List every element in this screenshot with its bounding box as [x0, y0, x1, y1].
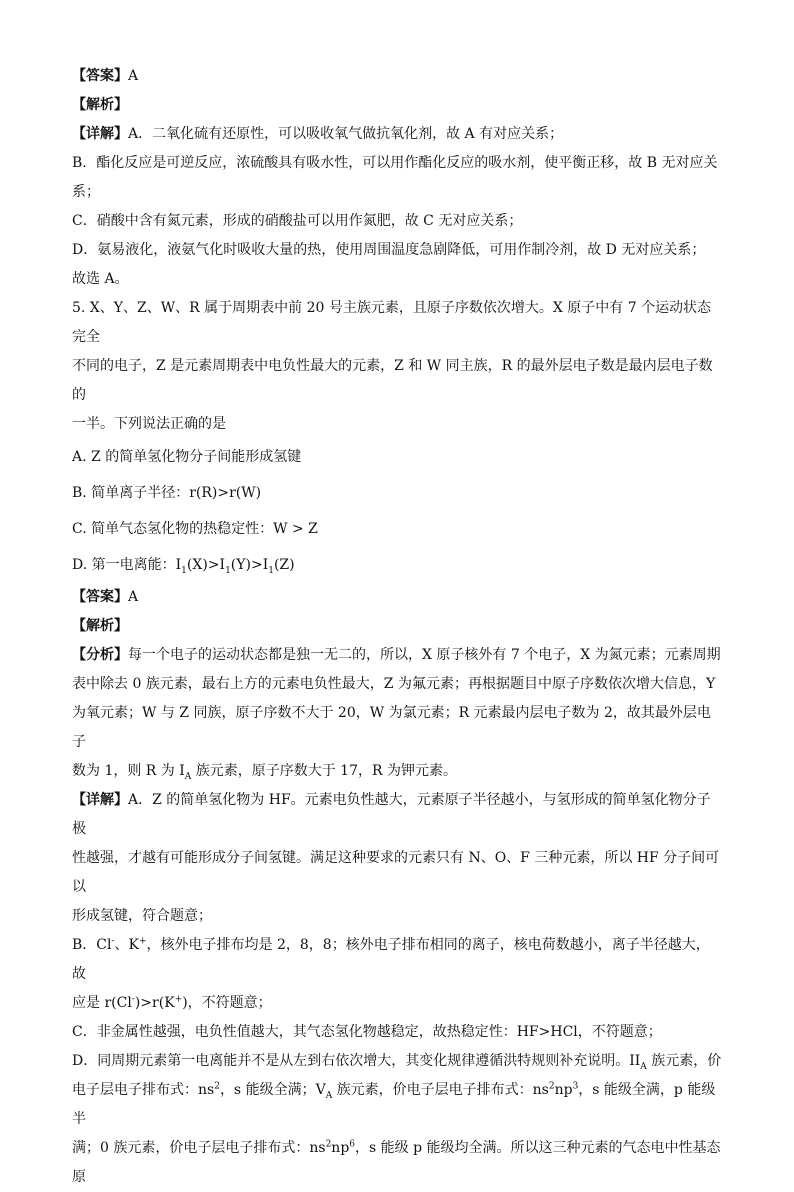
question-5-line-3: 一半。下列说法正确的是 [72, 416, 226, 432]
option-d-label: D. 第一电离能： [72, 557, 176, 573]
analysis-heading-1 [72, 91, 722, 120]
ionization-symbol: I [175, 557, 182, 573]
option-d [72, 547, 722, 583]
analysis-tag: 【解析】 [72, 97, 128, 113]
ionization-symbol: I [219, 557, 226, 573]
detail-text: np [331, 1140, 350, 1156]
ionization-x: (X)> [186, 557, 220, 573]
detail-a-2-line-1 [72, 786, 722, 844]
detail-text: )>r(K [134, 995, 175, 1011]
detail-a-2-line-3: 形成氢键，符合题意； [72, 908, 212, 924]
detail-a-1 [72, 120, 722, 149]
charge-superscript: - [111, 936, 115, 947]
detail-d-2-line-2 [72, 1076, 722, 1134]
detail-b-2-line-2 [72, 989, 722, 1018]
group-subscript: A [184, 771, 192, 782]
exponent-superscript: 2 [548, 1081, 555, 1092]
detail-text: np [554, 1082, 573, 1098]
detail-d-1: D．氨易液化，液氨气化时吸收大量的热，使用周围温度急剧降低，可用作制冷剂，故 D 无对应关系； [72, 242, 706, 258]
option-d-expr [175, 557, 295, 576]
answer-line-2 [72, 583, 722, 612]
detail-text: 族元素，价电子层电子排布式：ns [332, 1082, 549, 1098]
detail-text: 族元素，价 [646, 1053, 722, 1069]
fenxi-line-4 [72, 757, 722, 786]
detail-text: D．同周期元素第一电离能并不是从左到右依次增大，其变化规律遵循洪特规则补充说明。II [72, 1053, 641, 1069]
detail-text: ，s 能级全满，p 能级半 [72, 1082, 716, 1127]
detail-c-1: C．硝酸中含有氮元素，形成的硝酸盐可以用作氮肥，故 C 无对应关系； [72, 213, 523, 229]
detail-text: 应是 r(Cl [72, 995, 132, 1011]
detail-b-1: B．酯化反应是可逆反应，浓硫酸具有吸水性，可以用作酯化反应的吸水剂，使平衡正移，故 B 无对应关 [72, 155, 718, 171]
ionization-z: (Z) [273, 557, 295, 573]
fenxi-line-2: 表中除去 0 族元素，最右上方的元素电负性最大，Z 为氟元素；再根据题目中原子序数依次增大信息，Y [72, 676, 716, 692]
detail-text: 电子层电子排布式：ns [72, 1082, 215, 1098]
answer-value: A [128, 589, 139, 605]
exponent-superscript: 6 [349, 1139, 356, 1150]
detail-text: 满；0 族元素，价电子层电子排布式：ns [72, 1140, 326, 1156]
exponent-superscript: 2 [325, 1139, 332, 1150]
document-content [72, 62, 722, 1192]
detail-text: A．Z 的简单氢化物为 HF。元素电负性越大，元素原子半径越小，与氢形成的简单氢化物分子极 [72, 792, 711, 837]
ionization-y: (Y)> [230, 557, 263, 573]
option-b-expr: r(R)>r(W) [189, 485, 262, 501]
option-c-label: C. 简单气态氢化物的热稳定性： [72, 521, 274, 537]
fenxi-line-1 [72, 641, 722, 670]
analysis-heading-2 [72, 612, 722, 641]
question-5-line-2: 不同的电子，Z 是元素周期表中电负性最大的元素，Z 和 W 同主族，R 的最外层电子数是最内层电子数的 [72, 358, 713, 403]
analysis-tag: 【解析】 [72, 618, 128, 634]
detail-text: )，不符题意； [182, 995, 272, 1011]
answer-tag: 【答案】 [72, 68, 128, 84]
detail-text: ，核外电子排布均是 2，8，8；核外电子排布相同的离子，核电荷数越小，离子半径越大，故 [72, 937, 710, 982]
question-5-line-1: 5. X、Y、Z、W、R 属于周期表中前 20 号主族元素，且原子序数依次增大。X 原子中有 7 个运动状态完全 [72, 300, 712, 345]
answer-line-1 [72, 62, 722, 91]
exponent-superscript: 2 [214, 1081, 220, 1092]
ionization-subscript: 1 [225, 565, 231, 576]
detail-text: 、K [114, 937, 139, 953]
answer-tag: 【答案】 [72, 589, 128, 605]
answer-value: A [128, 68, 139, 84]
detail-text: A．二氧化硫有还原性，可以吸收氧气做抗氧化剂，故 A 有对应关系； [128, 126, 564, 142]
detail-conclusion-1: 故选 A。 [72, 271, 129, 287]
ionization-subscript: 1 [268, 565, 274, 576]
detail-d-2-line-1 [72, 1047, 722, 1076]
detail-b-2-line-1 [72, 931, 722, 989]
detail-c-2: C．非金属性越强，电负性值越大，其气态氢化物越稳定，故热稳定性：HF>HCl，不符题意； [72, 1024, 662, 1040]
ionization-subscript: 1 [181, 565, 187, 576]
detail-d-2-line-3 [72, 1134, 722, 1192]
detail-tag: 【详解】 [72, 126, 128, 142]
option-b-label: B. 简单离子半径： [72, 485, 190, 501]
fenxi-tag: 【分析】 [72, 647, 128, 663]
group-subscript: A [325, 1090, 333, 1101]
charge-superscript: - [131, 994, 135, 1005]
option-a: A. Z 的简单氢化物分子间能形成氢键 [72, 449, 302, 465]
option-c [72, 511, 722, 547]
fenxi-line-3: 为氧元素；W 与 Z 同族，原子序数不大于 20，W 为氯元素；R 元素最内层电子数为 2，故其最外层电子 [72, 705, 711, 750]
detail-a-2-line-2: 性越强，才越有可能形成分子间氢键。满足这种要求的元素只有 N、O、F 三种元素，所以 HF 分子间可以 [72, 850, 720, 895]
charge-superscript: + [139, 936, 147, 947]
exponent-superscript: 3 [572, 1081, 579, 1092]
detail-text: ，s 能级 p 能级均全满。所以这三种元素的气态电中性基态原 [72, 1140, 721, 1185]
charge-superscript: + [174, 994, 183, 1005]
group-subscript: A [640, 1061, 647, 1072]
ionization-symbol: I [262, 557, 269, 573]
detail-text: B．Cl [72, 937, 112, 953]
detail-text: ，s 能级全满；V [219, 1082, 326, 1098]
detail-b-2: 系； [72, 184, 100, 200]
option-c-expr: W > Z [273, 521, 318, 537]
option-b [72, 475, 722, 511]
fenxi-text: 数为 1，则 R 为 I [72, 763, 185, 779]
fenxi-text: 每一个电子的运动状态都是独一无二的，所以，X 原子核外有 7 个电子，X 为氮元素；元素周期 [128, 647, 721, 663]
detail-tag: 【详解】 [72, 792, 128, 808]
fenxi-text: 族元素，原子序数大于 17，R 为钾元素。 [191, 763, 457, 779]
